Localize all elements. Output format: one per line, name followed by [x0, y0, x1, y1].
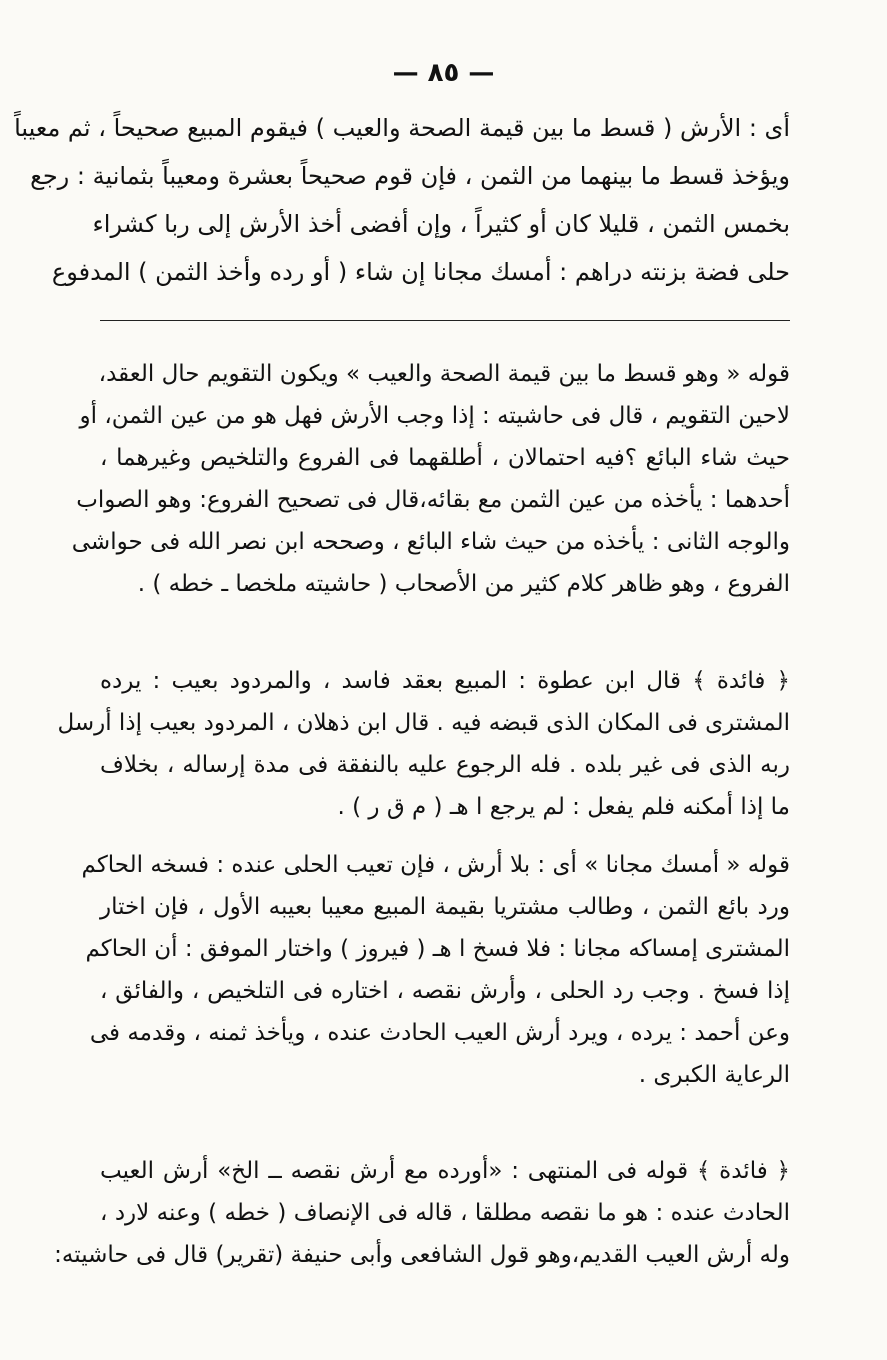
- sharh-line: المشترى إمساكه مجانا : فلا فسخ ا هـ ( فيروز ) واختار الموفق : أن الحاكم: [85, 936, 790, 962]
- matn-line: أى : الأرش ( قسط ما بين قيمة الصحة والعيب ) فيقوم المبيع صحيحاً ، ثم معيباً: [14, 114, 790, 142]
- page-number: — ٨٥ —: [392, 58, 495, 88]
- sharh-line: والوجه الثانى : يأخذه من حيث شاء البائع ، وصححه ابن نصر الله فى حواشى: [71, 529, 790, 555]
- matn-line: حلى فضة بزنته دراهم : أمسك مجانا إن شاء ( أو رده وأخذ الثمن ) المدفوع: [51, 258, 790, 286]
- sharh-line: قوله « أمسك مجانا » أى : بلا أرش ، فإن تعيب الحلى عنده : فسخه الحاكم: [81, 852, 790, 878]
- sharh-line: قوله « وهو قسط ما بين قيمة الصحة والعيب » ويكون التقويم حال العقد،: [98, 361, 790, 387]
- sharh-line: ﴿ فائدة ﴾ قال ابن عطوة : المبيع بعقد فاسد ، والمردود بعيب : يرده: [100, 668, 790, 694]
- footnote-separator: [100, 320, 790, 321]
- sharh-line: وعن أحمد : يرده ، ويرد أرش العيب الحادث عنده ، ويأخذ ثمنه ، وقدمه فى: [89, 1020, 790, 1046]
- matn-line: ويؤخذ قسط ما بينهما من الثمن ، فإن قوم صحيحاً بعشرة ومعيباً بثمانية : رجع: [30, 162, 790, 190]
- sharh-line: لاحين التقويم ، قال فى حاشيته : إذا وجب الأرش فهل هو من عين الثمن، أو: [79, 403, 790, 429]
- sharh-line: ﴿ فائدة ﴾ قوله فى المنتهى : «أورده مع أرش نقصه ــ الخ» أرش العيب: [100, 1158, 790, 1184]
- sharh-paragraph-2: [57, 660, 790, 828]
- sharh-line: الفروع ، وهو ظاهر كلام كثير من الأصحاب ( حاشيته ملخصا ـ خطه ) .: [137, 571, 790, 597]
- sharh-line: حيث شاء البائع ؟فيه احتمالان ، أطلقهما فى الفروع والتلخيص وغيرهما ،: [100, 445, 790, 471]
- sharh-line: وله أرش العيب القديم،وهو قول الشافعى وأبى حنيفة (تقرير) قال فى حاشيته:: [54, 1242, 790, 1268]
- sharh-line: أحدهما : يأخذه من عين الثمن مع بقائه،قال فى تصحيح الفروع: وهو الصواب: [76, 487, 790, 513]
- matn-line: بخمس الثمن ، قليلا كان أو كثيراً ، وإن أفضى أخذ الأرش إلى ربا كشراء: [92, 210, 790, 238]
- matn-text: [14, 104, 790, 296]
- sharh-paragraph-4: [54, 1150, 790, 1276]
- sharh-line: الرعاية الكبرى .: [638, 1062, 790, 1088]
- sharh-line: المشترى فى المكان الذى قبضه فيه . قال ابن ذهلان ، المردود بعيب إذا أرسل: [57, 710, 790, 736]
- sharh-line: ما إذا أمكنه فلم يفعل : لم يرجع ا هـ ( م ق ر ) .: [337, 794, 790, 820]
- sharh-line: إذا فسخ . وجب رد الحلى ، وأرش نقصه ، اختاره فى التلخيص ، والفائق ،: [100, 978, 790, 1004]
- sharh-line: ورد بائع الثمن ، وطالب مشتريا بقيمة المبيع معيبا بعيبه الأول ، فإن اختار: [100, 894, 790, 920]
- sharh-line: الحادث عنده : هو ما نقصه مطلقا ، قاله فى الإنصاف ( خطه ) وعنه لارد ،: [100, 1200, 790, 1226]
- sharh-line: ربه الذى فى غير بلده . فله الرجوع عليه بالنفقة فى مدة إرساله ، بخلاف: [100, 752, 790, 778]
- sharh-paragraph-1: [71, 353, 790, 605]
- sharh-paragraph-3: [81, 844, 790, 1096]
